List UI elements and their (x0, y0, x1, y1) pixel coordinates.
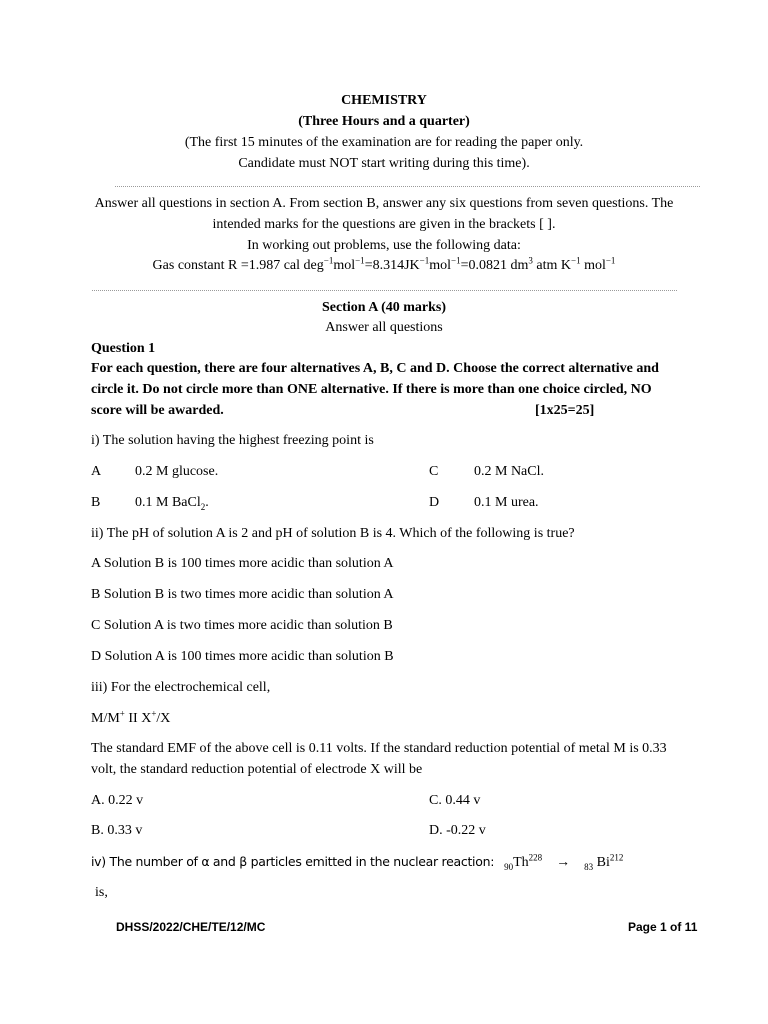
question-iii-option-c: C. 0.44 v (429, 793, 481, 808)
question-iii-option-d: D. -0.22 v (429, 823, 486, 838)
option-d-letter: D (429, 495, 440, 510)
question-iii-text-1: The standard EMF of the above cell is 0.11 volts. If the standard reduction potential of metal M is 0.33 (91, 741, 667, 756)
reading-note-line-1: (The first 15 minutes of the examination are for reading the paper only. (184, 135, 584, 150)
question-1-title: Question 1 (91, 341, 156, 356)
dotted-divider-top (115, 186, 700, 187)
question-ii-option-c: C Solution A is two times more acidic than solution B (91, 618, 393, 633)
instructions-line-3: In working out problems, use the following data: (247, 238, 521, 253)
reaction-arrow: → (556, 855, 571, 870)
question-ii-option-b: B Solution B is two times more acidic than solution A (91, 587, 394, 602)
question-1-instruction-3: score will be awarded. (91, 403, 224, 418)
reading-note-line-2: Candidate must NOT start writing during this time). (238, 156, 530, 171)
section-a-title: Section A (40 marks) (321, 300, 447, 315)
question-iv-tail: is, (95, 885, 108, 900)
question-1-instruction-1: For each question, there are four alternatives A, B, C and D. Choose the correct alternative and (91, 361, 659, 376)
exam-duration: (Three Hours and a quarter) (298, 114, 470, 129)
question-iii-option-b: B. 0.33 v (91, 823, 143, 838)
option-c-letter: C (429, 464, 439, 479)
question-iii-stem: iii) For the electrochemical cell, (91, 680, 271, 695)
instructions-line-1: Answer all questions in section A. From section B, answer any six questions from seven questions. The (94, 196, 674, 211)
instructions-line-2: intended marks for the questions are given in the brackets [ ]. (212, 217, 556, 232)
option-a-letter: A (91, 464, 102, 479)
question-iv-stem: iv) The number of α and β particles emitted in the nuclear reaction: $_{90}Th^{228} \to _{83}$ Bi$^{212}$ (91, 852, 624, 872)
option-d-text: 0.1 M urea. (474, 495, 539, 510)
electrochemical-cell-notation: M/M+ II X+/X (91, 708, 171, 726)
option-c-text: 0.2 M NaCl. (474, 464, 544, 479)
gas-constant-line: Gas constant R =1.987 cal $deg^{-1}mol^{-1}=8.314JK^{-1}mol^{-1}=0.0821$ $dm^3$ atm $K^{-1}$ mol$^{-1}$ (152, 255, 616, 273)
question-iv-stem-text: iv) The number of α and β particles emitted in the nuclear reaction: (91, 854, 495, 869)
page-number: Page 1 of 11 (628, 920, 698, 934)
question-1-marks: [1x25=25] (535, 403, 595, 418)
option-b-letter: B (91, 495, 101, 510)
question-ii-option-d: D Solution A is 100 times more acidic than solution B (91, 649, 394, 664)
exam-subject: CHEMISTRY (341, 93, 427, 108)
question-ii-option-a: A Solution B is 100 times more acidic than solution A (91, 556, 394, 571)
section-a-subtitle: Answer all questions (325, 320, 443, 335)
paper-code: DHSS/2022/CHE/TE/12/MC (116, 920, 266, 934)
option-b-text: 0.1 M BaCl$_2$. (135, 495, 209, 512)
question-1-instruction-2: circle it. Do not circle more than ONE alternative. If there is more than one choice circled, NO (91, 382, 652, 397)
question-ii-stem: ii) The pH of solution A is 2 and pH of solution B is 4. Which of the following is true? (91, 526, 575, 541)
dotted-divider-bottom (92, 290, 677, 291)
question-iii-text-2: volt, the standard reduction potential of electrode X will be (91, 762, 423, 777)
question-iii-option-a: A. 0.22 v (91, 793, 144, 808)
question-i-stem: i) The solution having the highest freezing point is (91, 433, 374, 448)
option-a-text: 0.2 M glucose. (135, 464, 219, 479)
